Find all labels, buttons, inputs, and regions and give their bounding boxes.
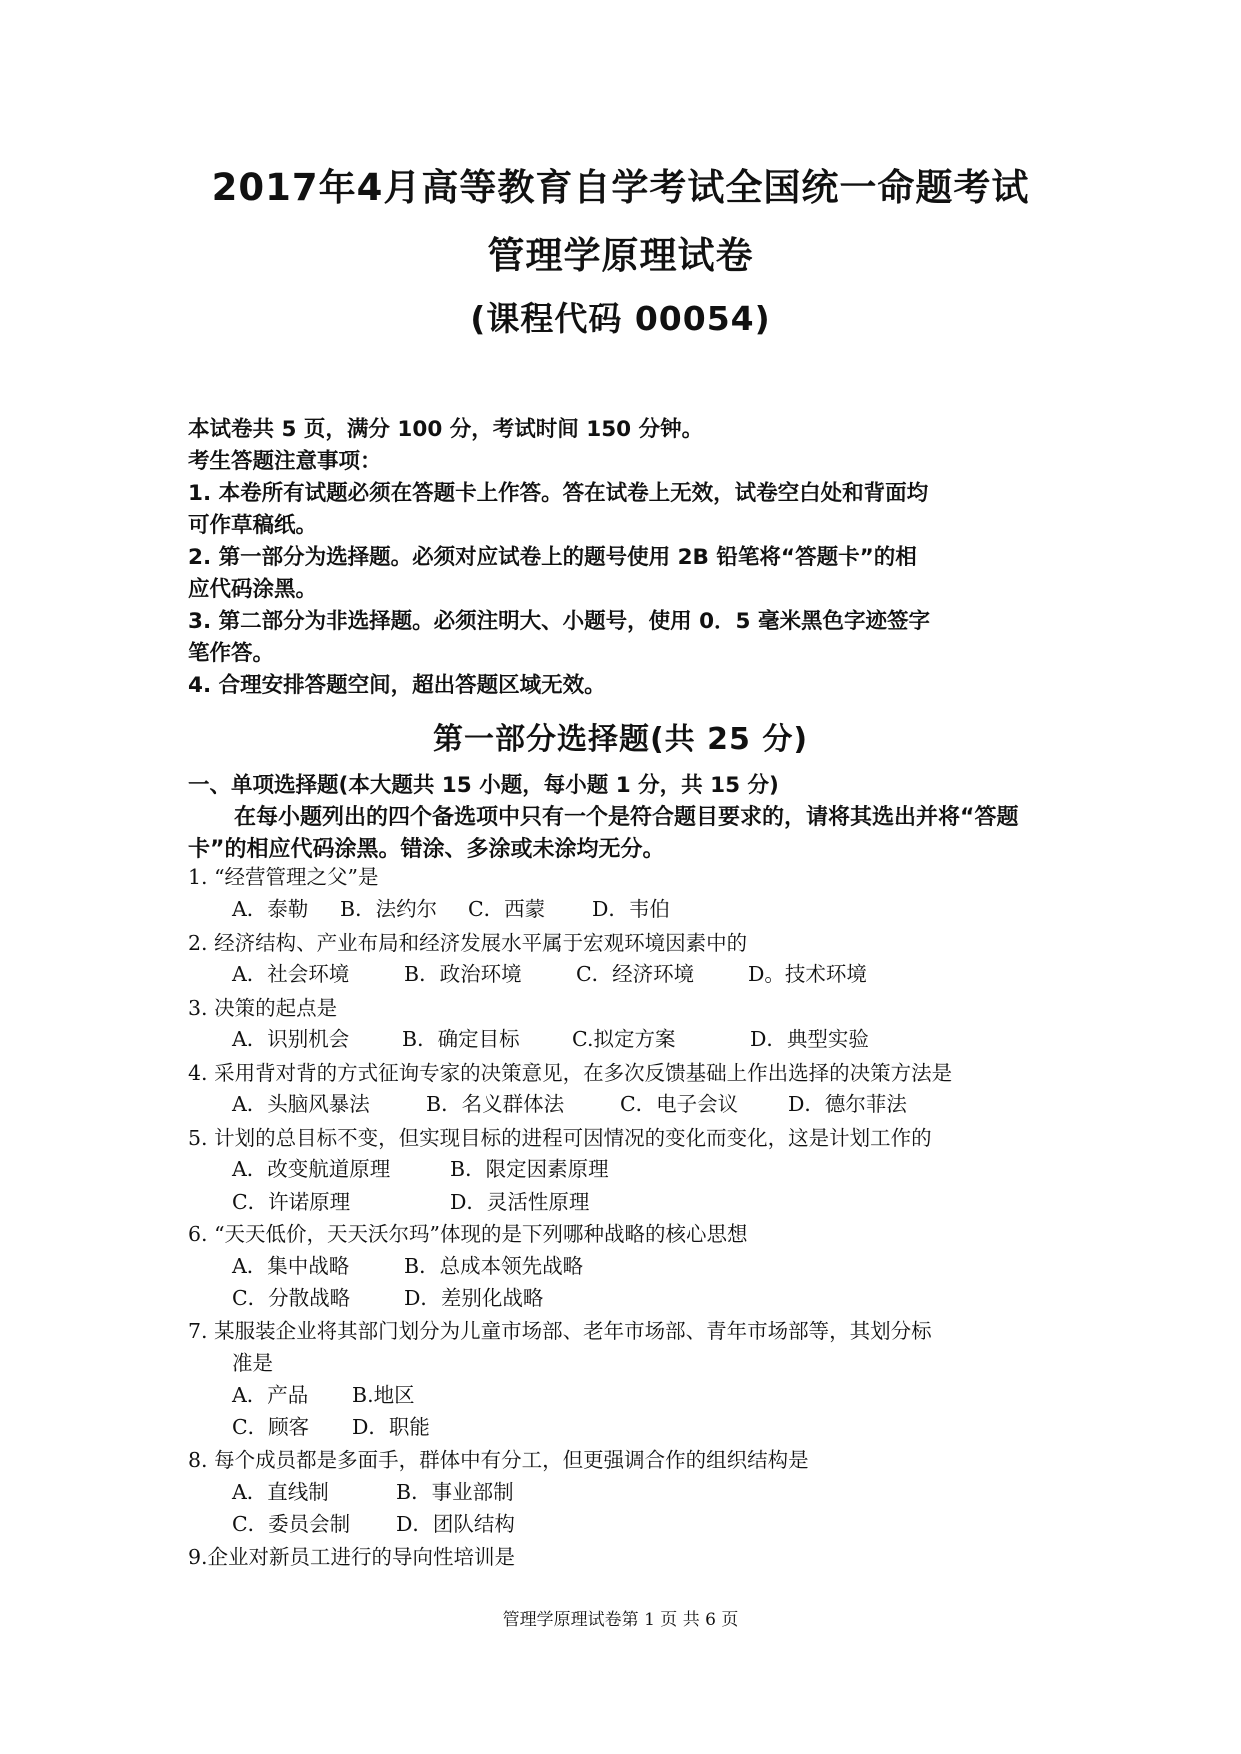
option: D．灵活性原理 bbox=[450, 1190, 590, 1214]
option: B．事业部制 bbox=[396, 1480, 514, 1504]
option: A．直线制 bbox=[232, 1480, 329, 1504]
option: C．西蒙 bbox=[468, 897, 546, 921]
question-options bbox=[232, 1284, 543, 1312]
option: D。技术环境 bbox=[748, 962, 867, 986]
notes-line: 2. 第一部分为选择题。必须对应试卷上的题号使用 2B 铅笔将“答题卡”的相 bbox=[188, 545, 917, 570]
option: B.地区 bbox=[352, 1383, 415, 1407]
option: A．头脑风暴法 bbox=[232, 1092, 370, 1116]
notes-line: 应代码涂黑。 bbox=[188, 577, 318, 602]
option: D．德尔菲法 bbox=[788, 1092, 907, 1116]
option: D．差别化战略 bbox=[404, 1286, 544, 1310]
question-stem: 4. 采用背对背的方式征询专家的决策意见，在多次反馈基础上作出选择的决策方法是 bbox=[188, 1061, 953, 1085]
option: A．社会环境 bbox=[232, 962, 350, 986]
question-stem-continued: 准是 bbox=[232, 1351, 273, 1375]
notes-line: 1. 本卷所有试题必须在答题卡上作答。答在试卷上无效，试卷空白处和背面均 bbox=[188, 481, 929, 506]
option: A．集中战略 bbox=[232, 1254, 350, 1278]
option: C．电子会议 bbox=[620, 1092, 739, 1116]
question-stem: 2. 经济结构、产业布局和经济发展水平属于宏观环境因素中的 bbox=[188, 931, 748, 955]
option: B．政治环境 bbox=[404, 962, 522, 986]
option: C．委员会制 bbox=[232, 1512, 351, 1536]
section-instruction: 在每小题列出的四个备选项中只有一个是符合题目要求的，请将其选出并将“答题卡”的相应代码涂黑。错涂、多涂或未涂均无分。 bbox=[188, 805, 1019, 862]
option: C．许诺原理 bbox=[232, 1190, 351, 1214]
question-options bbox=[232, 960, 867, 988]
section-heading: 一、单项选择题(本大题共 15 小题，每小题 1 分，共 15 分) bbox=[188, 773, 779, 798]
option: B．确定目标 bbox=[402, 1027, 520, 1051]
question-stem: 9.企业对新员工进行的导向性培训是 bbox=[188, 1545, 516, 1569]
option: D．韦伯 bbox=[592, 897, 670, 921]
question-options bbox=[232, 1155, 609, 1183]
question-stem: 7. 某服装企业将其部门划分为儿童市场部、老年市场部、青年市场部等，其划分标 bbox=[188, 1319, 932, 1343]
notes-line: 3. 第二部分为非选择题。必须注明大、小题号，使用 0．5 毫米黑色字迹签字 bbox=[188, 609, 931, 634]
question-stem: 8. 每个成员都是多面手，群体中有分工，但更强调合作的组织结构是 bbox=[188, 1448, 809, 1472]
option: C．顾客 bbox=[232, 1415, 310, 1439]
paper-title: 管理学原理试卷 bbox=[487, 234, 754, 277]
course-code: (课程代码 00054) bbox=[470, 299, 771, 338]
option: A．改变航道原理 bbox=[232, 1157, 391, 1181]
question-options bbox=[232, 1252, 583, 1280]
notes-line: 考生答题注意事项： bbox=[188, 449, 382, 474]
question-stem: 6. “天天低价，天天沃尔玛”体现的是下列哪种战略的核心思想 bbox=[188, 1222, 748, 1246]
option: B．法约尔 bbox=[340, 897, 438, 921]
notes-line: 本试卷共 5 页，满分 100 分，考试时间 150 分钟。 bbox=[188, 417, 704, 442]
option: D．团队结构 bbox=[396, 1512, 515, 1536]
option: D．职能 bbox=[352, 1415, 430, 1439]
option: C．经济环境 bbox=[576, 962, 695, 986]
question-stem: 1. “经营管理之父”是 bbox=[188, 865, 379, 889]
question-options bbox=[232, 1478, 514, 1506]
question-stem: 3. 决策的起点是 bbox=[188, 996, 338, 1020]
notes-line: 笔作答。 bbox=[188, 641, 275, 666]
question-options bbox=[232, 1090, 907, 1118]
option: C.拟定方案 bbox=[572, 1027, 676, 1051]
option: A．识别机会 bbox=[232, 1027, 350, 1051]
option: B．名义群体法 bbox=[426, 1092, 565, 1116]
exam-instructions bbox=[188, 414, 1058, 702]
question-options bbox=[232, 895, 670, 923]
option: A．泰勒 bbox=[232, 897, 309, 921]
question-options bbox=[232, 1381, 415, 1409]
option: C．分散战略 bbox=[232, 1286, 351, 1310]
question-options bbox=[232, 1025, 869, 1053]
question-options bbox=[232, 1510, 515, 1538]
notes-line: 可作草稿纸。 bbox=[188, 513, 318, 538]
part-one-title: 第一部分选择题(共 25 分) bbox=[432, 722, 809, 757]
question-options bbox=[232, 1188, 589, 1216]
page-footer: 管理学原理试卷第 1 页 共 6 页 bbox=[502, 1610, 739, 1630]
option: B．总成本领先战略 bbox=[404, 1254, 584, 1278]
question-options bbox=[232, 1413, 430, 1441]
question-stem: 5. 计划的总目标不变，但实现目标的进程可因情况的变化而变化，这是计划工作的 bbox=[188, 1126, 932, 1150]
option: B．限定因素原理 bbox=[450, 1157, 609, 1181]
notes-line: 4. 合理安排答题空间，超出答题区域无效。 bbox=[188, 673, 606, 698]
exam-title: 2017年4月高等教育自学考试全国统一命题考试 bbox=[211, 166, 1030, 209]
option: A．产品 bbox=[232, 1383, 309, 1407]
option: D．典型实验 bbox=[750, 1027, 869, 1051]
